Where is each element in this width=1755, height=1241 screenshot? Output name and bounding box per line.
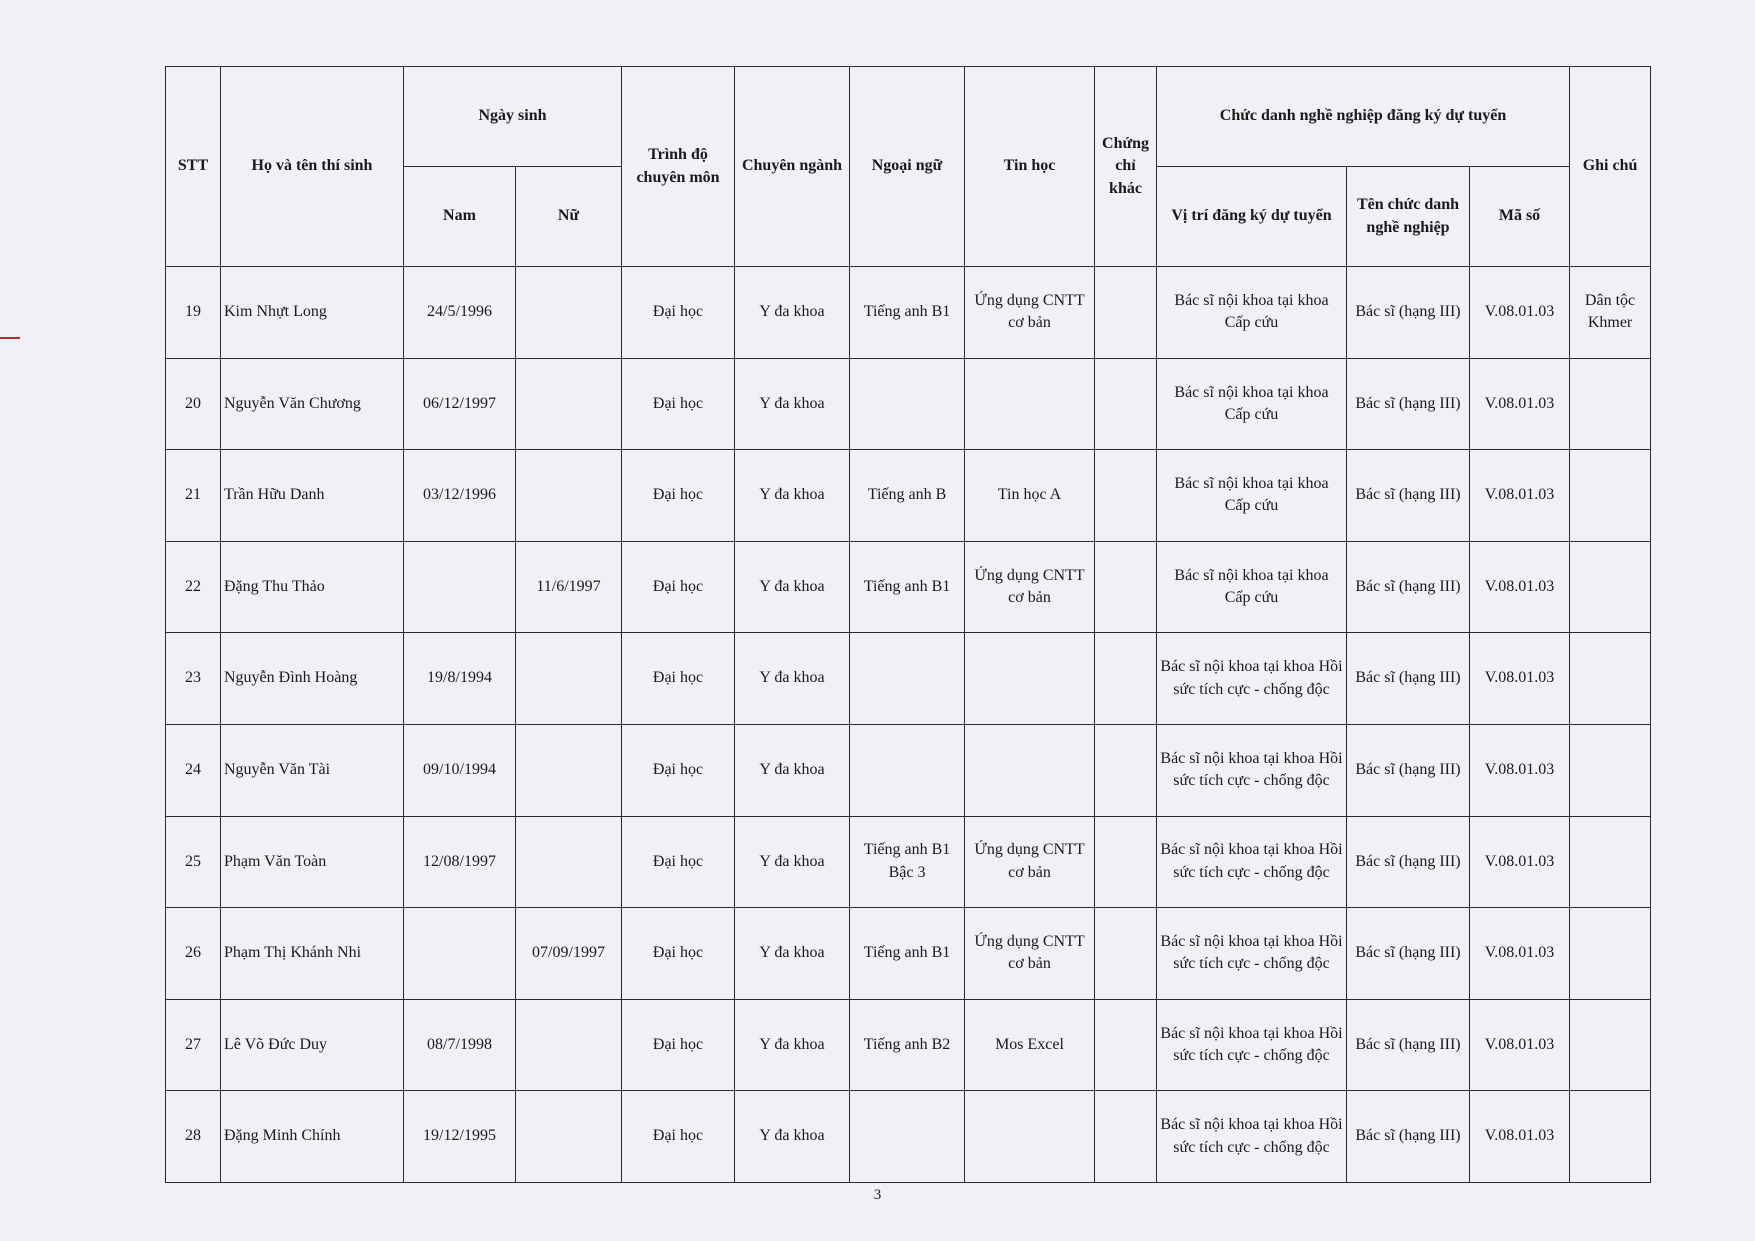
- cell-note: [1570, 541, 1651, 633]
- cell-stt: 25: [166, 816, 221, 908]
- cell-female-dob: 11/6/1997: [516, 541, 622, 633]
- cell-female-dob: [516, 724, 622, 816]
- cell-stt: 27: [166, 999, 221, 1091]
- cell-title: Bác sĩ (hạng III): [1347, 1091, 1470, 1183]
- cell-name: Đặng Thu Thảo: [221, 541, 404, 633]
- cell-code: V.08.01.03: [1470, 541, 1570, 633]
- cell-stt: 21: [166, 450, 221, 542]
- cell-language: [850, 724, 965, 816]
- cell-code: V.08.01.03: [1470, 450, 1570, 542]
- stamp-edge-mark: [1739, 610, 1751, 750]
- header-dob: Ngày sinh: [404, 67, 622, 167]
- cell-major: Y đa khoa: [735, 541, 850, 633]
- cell-title: Bác sĩ (hạng III): [1347, 267, 1470, 359]
- cell-note: Dân tộc Khmer: [1570, 267, 1651, 359]
- cell-code: V.08.01.03: [1470, 358, 1570, 450]
- cell-language: Tiếng anh B1 Bậc 3: [850, 816, 965, 908]
- cell-title: Bác sĩ (hạng III): [1347, 724, 1470, 816]
- cell-education: Đại học: [622, 267, 735, 359]
- cell-stt: 22: [166, 541, 221, 633]
- cell-it: Mos Excel: [965, 999, 1095, 1091]
- cell-note: [1570, 999, 1651, 1091]
- cell-name: Trần Hữu Danh: [221, 450, 404, 542]
- cell-female-dob: [516, 358, 622, 450]
- cell-other-cert: [1095, 358, 1157, 450]
- cell-male-dob: [404, 541, 516, 633]
- cell-major: Y đa khoa: [735, 1091, 850, 1183]
- cell-code: V.08.01.03: [1470, 267, 1570, 359]
- header-female: Nữ: [516, 167, 622, 267]
- cell-title: Bác sĩ (hạng III): [1347, 999, 1470, 1091]
- cell-stt: 26: [166, 908, 221, 1000]
- cell-major: Y đa khoa: [735, 450, 850, 542]
- cell-female-dob: [516, 816, 622, 908]
- cell-title: Bác sĩ (hạng III): [1347, 541, 1470, 633]
- cell-code: V.08.01.03: [1470, 999, 1570, 1091]
- cell-education: Đại học: [622, 633, 735, 725]
- cell-it: Ứng dụng CNTT cơ bản: [965, 541, 1095, 633]
- cell-female-dob: [516, 450, 622, 542]
- cell-position: Bác sĩ nội khoa tại khoa Cấp cứu: [1157, 541, 1347, 633]
- cell-male-dob: 12/08/1997: [404, 816, 516, 908]
- cell-title: Bác sĩ (hạng III): [1347, 358, 1470, 450]
- cell-other-cert: [1095, 450, 1157, 542]
- cell-language: Tiếng anh B2: [850, 999, 965, 1091]
- cell-education: Đại học: [622, 724, 735, 816]
- candidate-table: [165, 66, 1651, 1183]
- cell-other-cert: [1095, 724, 1157, 816]
- cell-code: V.08.01.03: [1470, 633, 1570, 725]
- cell-it: [965, 1091, 1095, 1183]
- cell-education: Đại học: [622, 450, 735, 542]
- cell-code: V.08.01.03: [1470, 908, 1570, 1000]
- cell-title: Bác sĩ (hạng III): [1347, 908, 1470, 1000]
- cell-other-cert: [1095, 1091, 1157, 1183]
- header-name: Họ và tên thí sinh: [221, 67, 404, 267]
- cell-position: Bác sĩ nội khoa tại khoa Cấp cứu: [1157, 450, 1347, 542]
- cell-title: Bác sĩ (hạng III): [1347, 816, 1470, 908]
- cell-other-cert: [1095, 541, 1157, 633]
- cell-position: Bác sĩ nội khoa tại khoa Hồi sức tích cực - chống độc: [1157, 999, 1347, 1091]
- cell-education: Đại học: [622, 908, 735, 1000]
- cell-name: Phạm Văn Toàn: [221, 816, 404, 908]
- cell-language: Tiếng anh B1: [850, 908, 965, 1000]
- cell-code: V.08.01.03: [1470, 816, 1570, 908]
- margin-mark: [0, 337, 20, 339]
- cell-major: Y đa khoa: [735, 724, 850, 816]
- cell-it: Ứng dụng CNTT cơ bản: [965, 908, 1095, 1000]
- header-title: Tên chức danh nghề nghiệp: [1347, 167, 1470, 267]
- cell-major: Y đa khoa: [735, 816, 850, 908]
- header-it: Tin học: [965, 67, 1095, 267]
- cell-stt: 23: [166, 633, 221, 725]
- header-position-group: Chức danh nghề nghiệp đăng ký dự tuyển: [1157, 67, 1570, 167]
- cell-title: Bác sĩ (hạng III): [1347, 450, 1470, 542]
- cell-education: Đại học: [622, 1091, 735, 1183]
- header-major: Chuyên ngành: [735, 67, 850, 267]
- table-row: [166, 908, 1651, 1000]
- cell-note: [1570, 450, 1651, 542]
- cell-name: Lê Võ Đức Duy: [221, 999, 404, 1091]
- cell-code: V.08.01.03: [1470, 724, 1570, 816]
- cell-male-dob: 03/12/1996: [404, 450, 516, 542]
- cell-stt: 28: [166, 1091, 221, 1183]
- header-language: Ngoại ngữ: [850, 67, 965, 267]
- cell-name: Nguyễn Văn Chương: [221, 358, 404, 450]
- cell-other-cert: [1095, 908, 1157, 1000]
- cell-male-dob: 19/12/1995: [404, 1091, 516, 1183]
- table-row: [166, 816, 1651, 908]
- cell-male-dob: 06/12/1997: [404, 358, 516, 450]
- cell-language: Tiếng anh B1: [850, 541, 965, 633]
- cell-position: Bác sĩ nội khoa tại khoa Cấp cứu: [1157, 358, 1347, 450]
- header-education: Trình độ chuyên môn: [622, 67, 735, 267]
- cell-stt: 20: [166, 358, 221, 450]
- cell-position: Bác sĩ nội khoa tại khoa Hồi sức tích cực - chống độc: [1157, 1091, 1347, 1183]
- cell-position: Bác sĩ nội khoa tại khoa Hồi sức tích cực - chống độc: [1157, 908, 1347, 1000]
- cell-position: Bác sĩ nội khoa tại khoa Hồi sức tích cực - chống độc: [1157, 816, 1347, 908]
- table-row: [166, 541, 1651, 633]
- cell-note: [1570, 633, 1651, 725]
- cell-female-dob: [516, 1091, 622, 1183]
- cell-language: [850, 358, 965, 450]
- table-row: [166, 358, 1651, 450]
- page-number: 3: [873, 1187, 882, 1203]
- cell-name: Nguyễn Văn Tài: [221, 724, 404, 816]
- cell-other-cert: [1095, 999, 1157, 1091]
- header-code: Mã số: [1470, 167, 1570, 267]
- cell-it: Ứng dụng CNTT cơ bản: [965, 267, 1095, 359]
- header-other-cert: Chứng chỉ khác: [1095, 67, 1157, 267]
- table-row: [166, 724, 1651, 816]
- cell-stt: 19: [166, 267, 221, 359]
- cell-note: [1570, 1091, 1651, 1183]
- header-note: Ghi chú: [1570, 67, 1651, 267]
- cell-female-dob: [516, 633, 622, 725]
- table-header: [166, 67, 1651, 267]
- cell-it: Ứng dụng CNTT cơ bản: [965, 816, 1095, 908]
- cell-it: [965, 724, 1095, 816]
- cell-other-cert: [1095, 267, 1157, 359]
- cell-male-dob: 19/8/1994: [404, 633, 516, 725]
- cell-major: Y đa khoa: [735, 633, 850, 725]
- cell-education: Đại học: [622, 358, 735, 450]
- cell-female-dob: 07/09/1997: [516, 908, 622, 1000]
- table-body: [166, 267, 1651, 1183]
- header-male: Nam: [404, 167, 516, 267]
- cell-name: Phạm Thị Khánh Nhi: [221, 908, 404, 1000]
- cell-it: [965, 358, 1095, 450]
- table-row: [166, 1091, 1651, 1183]
- header-stt: STT: [166, 67, 221, 267]
- cell-male-dob: 08/7/1998: [404, 999, 516, 1091]
- cell-major: Y đa khoa: [735, 358, 850, 450]
- table-row: [166, 450, 1651, 542]
- cell-it: [965, 633, 1095, 725]
- cell-name: Đặng Minh Chính: [221, 1091, 404, 1183]
- cell-position: Bác sĩ nội khoa tại khoa Cấp cứu: [1157, 267, 1347, 359]
- cell-position: Bác sĩ nội khoa tại khoa Hồi sức tích cực - chống độc: [1157, 724, 1347, 816]
- cell-note: [1570, 358, 1651, 450]
- cell-name: Kim Nhựt Long: [221, 267, 404, 359]
- cell-male-dob: 09/10/1994: [404, 724, 516, 816]
- cell-language: [850, 633, 965, 725]
- table-row: [166, 267, 1651, 359]
- cell-education: Đại học: [622, 999, 735, 1091]
- cell-stt: 24: [166, 724, 221, 816]
- cell-language: Tiếng anh B: [850, 450, 965, 542]
- cell-it: Tin học A: [965, 450, 1095, 542]
- cell-other-cert: [1095, 816, 1157, 908]
- cell-male-dob: 24/5/1996: [404, 267, 516, 359]
- cell-female-dob: [516, 267, 622, 359]
- cell-code: V.08.01.03: [1470, 1091, 1570, 1183]
- table-row: [166, 633, 1651, 725]
- cell-education: Đại học: [622, 541, 735, 633]
- cell-note: [1570, 724, 1651, 816]
- cell-male-dob: [404, 908, 516, 1000]
- cell-title: Bác sĩ (hạng III): [1347, 633, 1470, 725]
- cell-name: Nguyễn Đình Hoàng: [221, 633, 404, 725]
- cell-language: Tiếng anh B1: [850, 267, 965, 359]
- cell-female-dob: [516, 999, 622, 1091]
- header-position: Vị trí đăng ký dự tuyển: [1157, 167, 1347, 267]
- cell-major: Y đa khoa: [735, 908, 850, 1000]
- cell-note: [1570, 908, 1651, 1000]
- table-row: [166, 999, 1651, 1091]
- cell-language: [850, 1091, 965, 1183]
- cell-note: [1570, 816, 1651, 908]
- cell-position: Bác sĩ nội khoa tại khoa Hồi sức tích cực - chống độc: [1157, 633, 1347, 725]
- cell-other-cert: [1095, 633, 1157, 725]
- cell-education: Đại học: [622, 816, 735, 908]
- cell-major: Y đa khoa: [735, 267, 850, 359]
- cell-major: Y đa khoa: [735, 999, 850, 1091]
